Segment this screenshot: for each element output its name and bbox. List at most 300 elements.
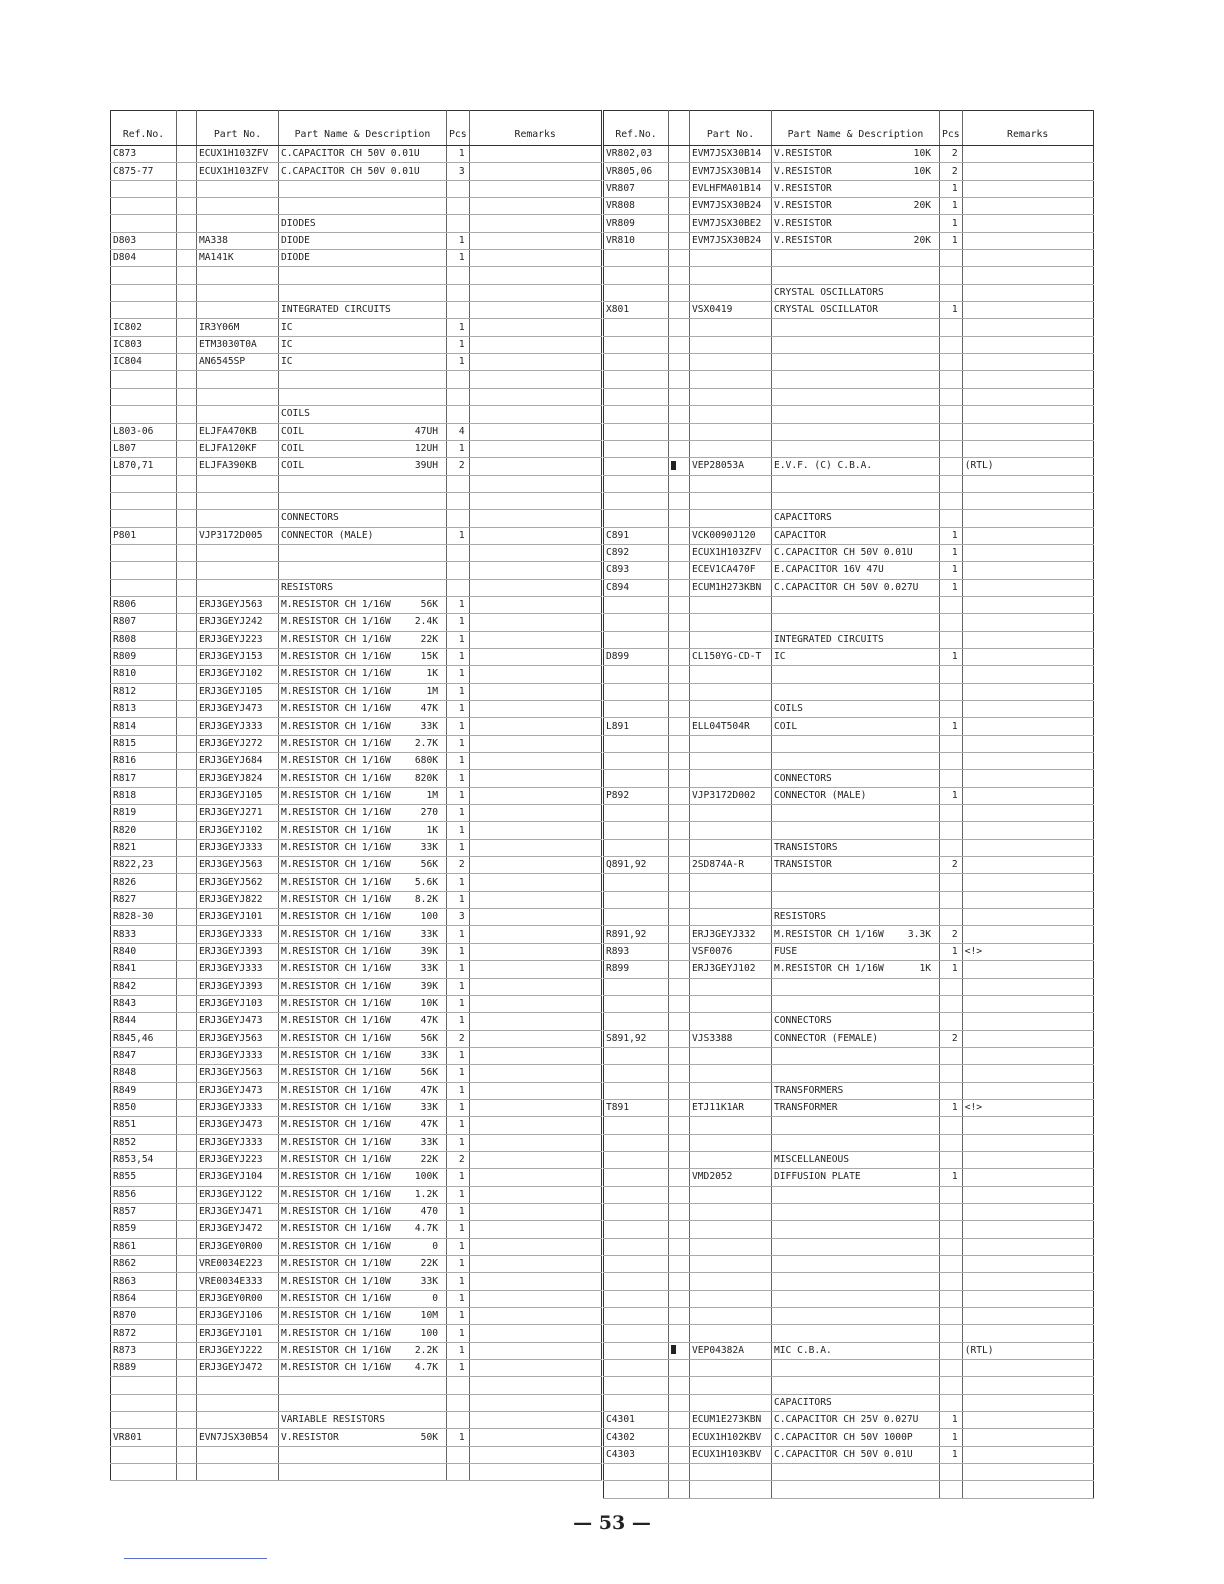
mark-cell bbox=[177, 1377, 197, 1394]
desc-cell bbox=[279, 267, 447, 284]
part-no-cell bbox=[690, 683, 772, 700]
table-row bbox=[604, 1013, 1094, 1030]
desc-cell bbox=[772, 562, 940, 579]
mark-cell bbox=[669, 1082, 690, 1099]
ref-cell: T891 bbox=[604, 1099, 669, 1116]
mark-cell bbox=[177, 423, 197, 440]
table-row bbox=[111, 1151, 602, 1168]
table-row bbox=[111, 926, 602, 943]
pcs-cell bbox=[940, 874, 963, 891]
desc-cell bbox=[772, 1134, 940, 1151]
part-no-cell bbox=[197, 1377, 279, 1394]
desc-cell bbox=[279, 198, 447, 215]
desc-value: 39UH bbox=[414, 460, 438, 472]
desc-cell bbox=[279, 1117, 447, 1134]
table-row bbox=[111, 198, 602, 215]
desc-text: C.CAPACITOR CH 50V 0.01U bbox=[774, 547, 913, 559]
desc-cell bbox=[279, 371, 447, 388]
ref-cell: VR810 bbox=[604, 232, 669, 249]
pcs-cell bbox=[940, 735, 963, 752]
pcs-cell: 1 bbox=[447, 1013, 470, 1030]
desc-value bbox=[931, 580, 937, 596]
desc-text: RESISTORS bbox=[774, 911, 826, 923]
remarks-cell bbox=[962, 631, 1093, 648]
desc-text: V.RESISTOR bbox=[774, 148, 832, 160]
mark-cell bbox=[177, 648, 197, 665]
pcs-cell bbox=[940, 770, 963, 787]
desc-cell bbox=[279, 510, 447, 527]
desc-cell bbox=[772, 718, 940, 735]
part-no-cell: ERJ3GEYJ105 bbox=[197, 787, 279, 804]
table-row bbox=[604, 822, 1094, 839]
ref-cell: L870,71 bbox=[111, 458, 177, 475]
ref-cell: R853,54 bbox=[111, 1151, 177, 1168]
remarks-cell bbox=[962, 701, 1093, 718]
mark-cell bbox=[177, 1186, 197, 1203]
ref-cell: R827 bbox=[111, 891, 177, 908]
desc-value: 1K bbox=[426, 668, 438, 680]
mark-cell bbox=[177, 1030, 197, 1047]
desc-text: COILS bbox=[281, 408, 310, 420]
desc-cell bbox=[279, 1429, 447, 1446]
part-no-cell: VSX0419 bbox=[690, 302, 772, 319]
desc-cell bbox=[772, 1308, 940, 1325]
table-row bbox=[604, 267, 1094, 284]
mark-cell bbox=[177, 822, 197, 839]
part-no-cell bbox=[690, 770, 772, 787]
ref-cell bbox=[604, 753, 669, 770]
part-no-cell bbox=[690, 839, 772, 856]
desc-value: 10K bbox=[913, 165, 931, 177]
desc-cell bbox=[279, 146, 447, 163]
ref-cell bbox=[604, 510, 669, 527]
remarks-cell bbox=[469, 596, 601, 613]
pcs-cell: 1 bbox=[447, 978, 470, 995]
ref-cell bbox=[111, 562, 177, 579]
table-row bbox=[604, 753, 1094, 770]
desc-text: M.RESISTOR CH 1/16W bbox=[281, 876, 391, 888]
table-row bbox=[604, 943, 1094, 960]
part-no-cell bbox=[690, 631, 772, 648]
desc-text: M.RESISTOR CH 1/16W bbox=[281, 841, 391, 853]
desc-text: M.RESISTOR CH 1/16W bbox=[281, 668, 391, 680]
table-row bbox=[604, 1446, 1094, 1463]
ref-cell bbox=[604, 1290, 669, 1307]
part-no-cell: ETM3030T0A bbox=[197, 336, 279, 353]
desc-value: 56K bbox=[420, 1032, 438, 1044]
pcs-cell bbox=[940, 1256, 963, 1273]
mark-cell bbox=[669, 1151, 690, 1168]
desc-value: 33K bbox=[420, 841, 438, 853]
desc-cell bbox=[772, 1464, 940, 1481]
ref-cell bbox=[111, 544, 177, 561]
pcs-cell: 1 bbox=[447, 666, 470, 683]
pcs-cell bbox=[940, 510, 963, 527]
ref-cell bbox=[604, 631, 669, 648]
desc-cell bbox=[772, 926, 940, 943]
table-row bbox=[604, 579, 1094, 596]
desc-cell bbox=[279, 735, 447, 752]
desc-text: V.RESISTOR bbox=[774, 217, 832, 229]
pcs-cell bbox=[940, 1464, 963, 1481]
desc-value bbox=[438, 216, 444, 232]
desc-value: 1M bbox=[426, 789, 438, 801]
ref-cell: R891,92 bbox=[604, 926, 669, 943]
desc-value: 22K bbox=[420, 1258, 438, 1270]
part-no-cell: ELJFA390KB bbox=[197, 458, 279, 475]
table-row bbox=[604, 1429, 1094, 1446]
ref-cell bbox=[111, 302, 177, 319]
desc-text: M.RESISTOR CH 1/16W bbox=[774, 963, 884, 975]
table-row bbox=[604, 440, 1094, 457]
ref-cell bbox=[604, 1377, 669, 1394]
remarks-cell bbox=[962, 596, 1093, 613]
table-row bbox=[604, 1065, 1094, 1082]
part-no-cell bbox=[197, 215, 279, 232]
pcs-cell bbox=[940, 596, 963, 613]
mark-cell bbox=[669, 284, 690, 301]
desc-value: 33K bbox=[420, 1136, 438, 1148]
remarks-cell bbox=[962, 562, 1093, 579]
desc-cell bbox=[772, 1429, 940, 1446]
part-no-cell bbox=[197, 1412, 279, 1429]
table-row bbox=[111, 1308, 602, 1325]
desc-text: COILS bbox=[774, 703, 803, 715]
part-no-cell: ERJ3GEYJ242 bbox=[197, 614, 279, 631]
desc-cell bbox=[279, 1151, 447, 1168]
remarks-cell bbox=[962, 1134, 1093, 1151]
mark-cell bbox=[177, 978, 197, 995]
part-no-cell: ECUX1H103ZFV bbox=[690, 544, 772, 561]
part-no-cell bbox=[690, 388, 772, 405]
ref-cell: R872 bbox=[111, 1325, 177, 1342]
desc-value: 39K bbox=[420, 980, 438, 992]
remarks-cell bbox=[962, 961, 1093, 978]
table-row bbox=[111, 614, 602, 631]
desc-text: M.RESISTOR CH 1/16W bbox=[281, 1136, 391, 1148]
mark-cell bbox=[669, 579, 690, 596]
mark-cell bbox=[669, 562, 690, 579]
remarks-cell bbox=[962, 527, 1093, 544]
remarks-cell bbox=[962, 614, 1093, 631]
mark-cell bbox=[177, 406, 197, 423]
pcs-cell: 1 bbox=[447, 822, 470, 839]
mark-cell bbox=[669, 163, 690, 180]
table-row bbox=[111, 146, 602, 163]
desc-value bbox=[931, 1100, 937, 1116]
remarks-cell bbox=[469, 995, 601, 1012]
desc-cell bbox=[279, 1238, 447, 1255]
mark-cell bbox=[669, 1117, 690, 1134]
pcs-cell bbox=[940, 822, 963, 839]
desc-cell bbox=[279, 1099, 447, 1116]
part-no-cell: EVM7JSX30B14 bbox=[690, 146, 772, 163]
remarks-cell bbox=[469, 735, 601, 752]
part-no-cell: CL150YG-CD-T bbox=[690, 648, 772, 665]
pcs-cell bbox=[940, 839, 963, 856]
table-row bbox=[604, 1273, 1094, 1290]
desc-text: TRANSISTOR bbox=[774, 859, 832, 871]
mark-cell bbox=[669, 1099, 690, 1116]
pcs-cell: 1 bbox=[447, 1342, 470, 1359]
ref-cell: R812 bbox=[111, 683, 177, 700]
ref-cell bbox=[604, 614, 669, 631]
mark-cell bbox=[177, 1169, 197, 1186]
part-no-cell bbox=[690, 336, 772, 353]
table-row bbox=[111, 1221, 602, 1238]
table-row bbox=[111, 1186, 602, 1203]
desc-text: C.CAPACITOR CH 25V 0.027U bbox=[774, 1414, 919, 1426]
ref-cell: VR801 bbox=[111, 1429, 177, 1446]
ref-cell: R822,23 bbox=[111, 857, 177, 874]
ref-cell bbox=[604, 354, 669, 371]
part-no-cell: ERJ3GEYJ684 bbox=[197, 753, 279, 770]
desc-cell bbox=[279, 1082, 447, 1099]
pcs-cell bbox=[447, 579, 470, 596]
ref-cell: R809 bbox=[111, 648, 177, 665]
desc-cell bbox=[772, 302, 940, 319]
desc-cell bbox=[772, 1047, 940, 1064]
pcs-cell: 1 bbox=[447, 961, 470, 978]
part-no-cell bbox=[690, 510, 772, 527]
desc-value bbox=[931, 1412, 937, 1428]
ref-cell: C892 bbox=[604, 544, 669, 561]
ref-cell: L807 bbox=[111, 440, 177, 457]
table-row bbox=[604, 232, 1094, 249]
pcs-cell: 1 bbox=[447, 1117, 470, 1134]
part-no-cell: ECUX1H103ZFV bbox=[197, 163, 279, 180]
desc-text: IC bbox=[281, 338, 293, 350]
mark-cell bbox=[177, 319, 197, 336]
desc-value bbox=[931, 840, 937, 856]
desc-cell bbox=[772, 1013, 940, 1030]
remarks-cell bbox=[962, 753, 1093, 770]
ref-cell: R870 bbox=[111, 1308, 177, 1325]
part-no-cell bbox=[690, 1308, 772, 1325]
desc-cell bbox=[279, 701, 447, 718]
remarks-cell bbox=[469, 1099, 601, 1116]
mark-cell bbox=[669, 891, 690, 908]
desc-cell bbox=[772, 770, 940, 787]
pcs-cell: 4 bbox=[447, 423, 470, 440]
part-no-cell bbox=[690, 909, 772, 926]
desc-value bbox=[931, 302, 937, 318]
ref-cell bbox=[604, 1134, 669, 1151]
desc-value: 33K bbox=[420, 720, 438, 732]
desc-cell bbox=[772, 648, 940, 665]
ref-cell: R842 bbox=[111, 978, 177, 995]
header-ref: Ref.No. bbox=[604, 111, 669, 146]
remarks-cell: (RTL) bbox=[962, 1342, 1093, 1359]
pcs-cell: 1 bbox=[447, 718, 470, 735]
desc-value bbox=[931, 528, 937, 544]
desc-text: M.RESISTOR CH 1/16W bbox=[281, 1206, 391, 1218]
pcs-cell bbox=[447, 371, 470, 388]
desc-cell bbox=[772, 1082, 940, 1099]
mark-cell bbox=[669, 319, 690, 336]
pcs-cell: 1 bbox=[447, 891, 470, 908]
mark-cell bbox=[669, 510, 690, 527]
remarks-cell bbox=[469, 718, 601, 735]
desc-cell bbox=[772, 753, 940, 770]
remarks-cell bbox=[962, 215, 1093, 232]
desc-cell bbox=[279, 770, 447, 787]
desc-cell bbox=[772, 891, 940, 908]
pcs-cell: 1 bbox=[447, 839, 470, 856]
ref-cell bbox=[111, 1464, 177, 1481]
ref-cell: C893 bbox=[604, 562, 669, 579]
ref-cell: R855 bbox=[111, 1169, 177, 1186]
desc-cell bbox=[279, 1394, 447, 1411]
desc-cell bbox=[279, 319, 447, 336]
table-row bbox=[604, 874, 1094, 891]
remarks-cell bbox=[962, 735, 1093, 752]
pcs-cell bbox=[940, 1308, 963, 1325]
table-row bbox=[604, 1099, 1094, 1116]
desc-value bbox=[931, 649, 937, 665]
part-no-cell bbox=[690, 475, 772, 492]
ref-cell bbox=[111, 406, 177, 423]
desc-cell bbox=[279, 718, 447, 735]
pcs-cell bbox=[940, 1273, 963, 1290]
desc-cell bbox=[279, 995, 447, 1012]
ref-cell bbox=[604, 1464, 669, 1481]
pcs-cell: 1 bbox=[447, 770, 470, 787]
remarks-cell bbox=[962, 1446, 1093, 1463]
remarks-cell bbox=[469, 753, 601, 770]
mark-cell bbox=[177, 492, 197, 509]
table-row bbox=[111, 874, 602, 891]
table-row bbox=[604, 1134, 1094, 1151]
mark-icon bbox=[671, 1345, 676, 1354]
desc-cell bbox=[772, 1273, 940, 1290]
desc-cell bbox=[279, 1360, 447, 1377]
pcs-cell: 1 bbox=[447, 1325, 470, 1342]
table-row bbox=[111, 961, 602, 978]
table-row bbox=[111, 978, 602, 995]
desc-cell bbox=[279, 1221, 447, 1238]
table-row bbox=[111, 839, 602, 856]
ref-cell bbox=[604, 492, 669, 509]
ref-cell bbox=[604, 1203, 669, 1220]
table-row bbox=[604, 544, 1094, 561]
table-row bbox=[111, 1325, 602, 1342]
desc-value: 1.2K bbox=[414, 1188, 438, 1200]
desc-value bbox=[438, 164, 444, 180]
table-row bbox=[604, 978, 1094, 995]
pcs-cell bbox=[940, 284, 963, 301]
desc-value: 15K bbox=[420, 651, 438, 663]
pcs-cell: 1 bbox=[940, 943, 963, 960]
desc-cell bbox=[279, 631, 447, 648]
desc-value: 3.3K bbox=[907, 928, 931, 940]
mark-cell bbox=[669, 354, 690, 371]
part-no-cell bbox=[197, 562, 279, 579]
mark-cell bbox=[669, 492, 690, 509]
desc-text: IC bbox=[281, 321, 293, 333]
remarks-cell bbox=[469, 267, 601, 284]
desc-cell bbox=[772, 510, 940, 527]
remarks-cell bbox=[962, 839, 1093, 856]
pcs-cell: 1 bbox=[940, 1429, 963, 1446]
remarks-cell bbox=[962, 1169, 1093, 1186]
part-no-cell: VEP28053A bbox=[690, 458, 772, 475]
part-no-cell bbox=[690, 1047, 772, 1064]
part-no-cell bbox=[690, 492, 772, 509]
desc-cell bbox=[772, 995, 940, 1012]
part-no-cell bbox=[690, 1065, 772, 1082]
ref-cell bbox=[604, 1394, 669, 1411]
mark-cell bbox=[669, 943, 690, 960]
ref-cell: D804 bbox=[111, 250, 177, 267]
remarks-cell bbox=[469, 1377, 601, 1394]
desc-text: FUSE bbox=[774, 945, 798, 957]
pcs-cell bbox=[940, 1394, 963, 1411]
desc-value: 10M bbox=[420, 1310, 438, 1322]
part-no-cell: ERJ3GEYJ333 bbox=[197, 839, 279, 856]
table-row bbox=[111, 735, 602, 752]
mark-cell bbox=[669, 267, 690, 284]
pcs-cell: 1 bbox=[447, 1082, 470, 1099]
remarks-cell bbox=[962, 1186, 1093, 1203]
desc-value bbox=[931, 1343, 937, 1359]
remarks-cell bbox=[962, 1464, 1093, 1481]
part-no-cell bbox=[690, 1377, 772, 1394]
remarks-cell bbox=[962, 1394, 1093, 1411]
table-row bbox=[604, 406, 1094, 423]
table-row bbox=[604, 1238, 1094, 1255]
pcs-cell bbox=[447, 1394, 470, 1411]
pcs-cell bbox=[940, 1134, 963, 1151]
remarks-cell bbox=[469, 492, 601, 509]
mark-cell bbox=[177, 1394, 197, 1411]
desc-cell bbox=[279, 1325, 447, 1342]
desc-cell bbox=[772, 458, 940, 475]
desc-text: VARIABLE RESISTORS bbox=[281, 1414, 385, 1426]
pcs-cell: 1 bbox=[447, 1169, 470, 1186]
ref-cell: R844 bbox=[111, 1013, 177, 1030]
table-row bbox=[111, 319, 602, 336]
desc-cell bbox=[772, 163, 940, 180]
table-row bbox=[604, 787, 1094, 804]
pcs-cell bbox=[940, 1203, 963, 1220]
pcs-cell bbox=[940, 388, 963, 405]
pcs-cell: 1 bbox=[447, 1047, 470, 1064]
pcs-cell: 1 bbox=[940, 1446, 963, 1463]
ref-cell: R806 bbox=[111, 596, 177, 613]
ref-cell bbox=[604, 371, 669, 388]
desc-cell bbox=[772, 215, 940, 232]
desc-text: CONNECTOR (FEMALE) bbox=[774, 1032, 878, 1044]
remarks-cell bbox=[962, 354, 1093, 371]
remarks-cell bbox=[469, 1360, 601, 1377]
ref-cell: R813 bbox=[111, 701, 177, 718]
pcs-cell: 1 bbox=[940, 180, 963, 197]
remarks-cell bbox=[469, 406, 601, 423]
mark-cell bbox=[669, 302, 690, 319]
mark-cell bbox=[177, 926, 197, 943]
desc-text: CONNECTORS bbox=[774, 772, 832, 784]
mark-cell bbox=[177, 180, 197, 197]
ref-cell: R814 bbox=[111, 718, 177, 735]
mark-cell bbox=[669, 198, 690, 215]
desc-text: M.RESISTOR CH 1/16W bbox=[281, 1102, 391, 1114]
remarks-cell bbox=[962, 336, 1093, 353]
ref-cell bbox=[604, 735, 669, 752]
remarks-cell bbox=[962, 978, 1093, 995]
ref-cell: R893 bbox=[604, 943, 669, 960]
ref-cell bbox=[604, 839, 669, 856]
